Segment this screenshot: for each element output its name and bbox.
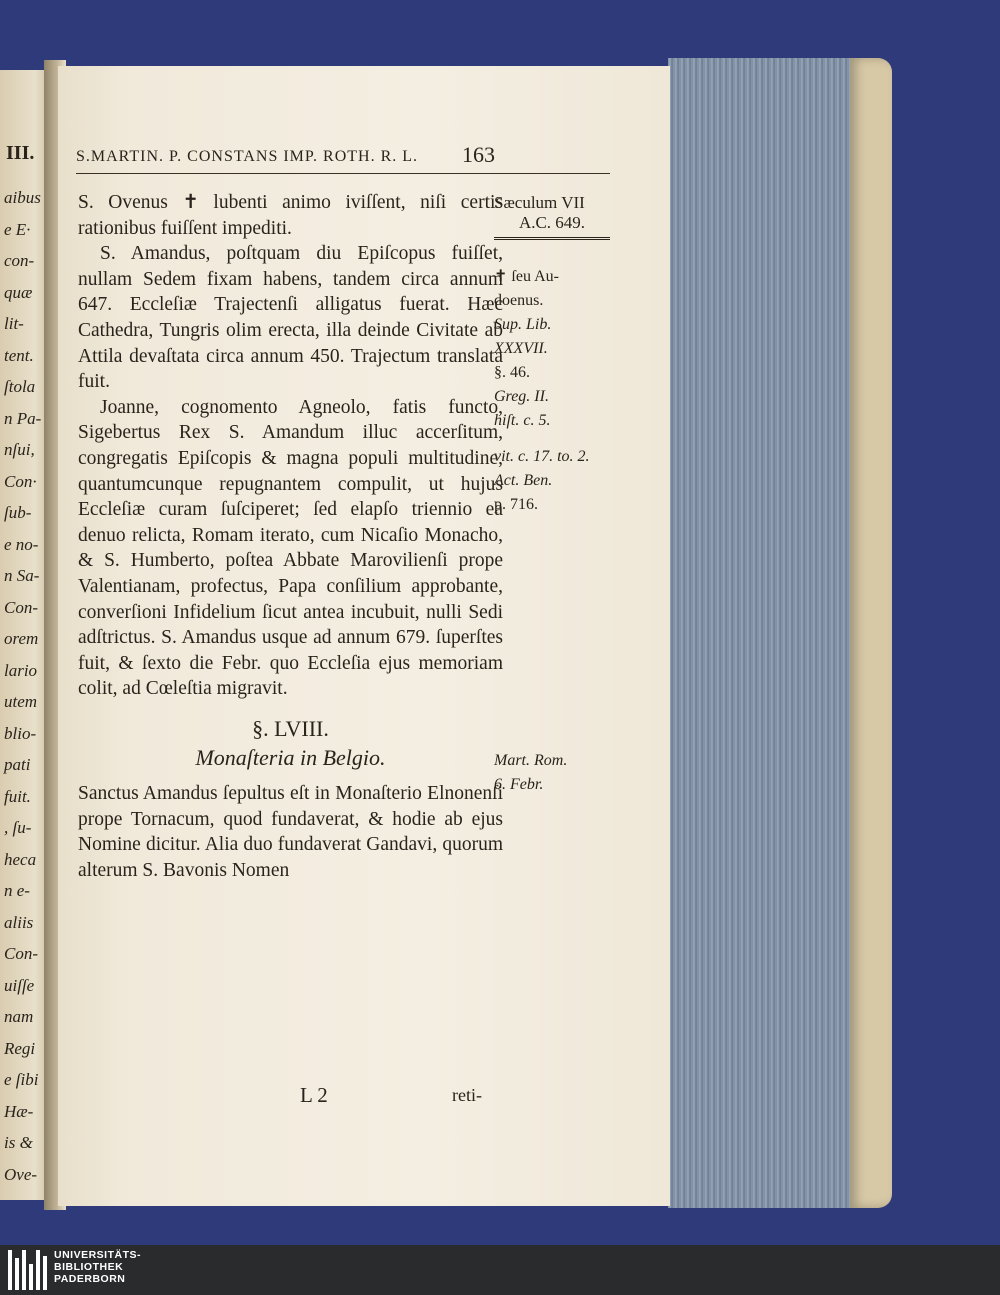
- margin-note: hiſt. c. 5.: [494, 412, 551, 429]
- left-page-fragment: Ove-: [4, 1164, 38, 1184]
- left-page-fragment: uiſſe: [4, 975, 35, 995]
- library-name-line2: BIBLIOTHEK: [54, 1261, 124, 1273]
- left-page-fragment: aliis: [4, 912, 34, 932]
- running-head: S.MARTIN. P. CONSTANS IMP. ROTH. R. L.: [76, 148, 419, 165]
- margin-note: p. 716.: [494, 496, 538, 513]
- margin-note: Mart. Rom.: [494, 752, 568, 769]
- left-page-fragment: n e-: [4, 881, 30, 900]
- margin-note: Greg. II.: [494, 388, 549, 405]
- left-page: [0, 70, 50, 1200]
- margin-note: vit. c. 17. to. 2.: [494, 448, 590, 465]
- header-rule: [76, 173, 610, 174]
- left-page-fragment: heca: [4, 849, 37, 869]
- library-name: [54, 1249, 141, 1285]
- left-page-fragment: n Pa-: [4, 408, 42, 428]
- paragraph: Joanne, cognomento Agneolo, fatis functo, Sigebertus Rex S. Amandum illuc accerſitum, congregatis Epiſcopis & magna populi multitudine, quantumcunque repugnantem compulit, ut hujus Eccleſiæ curam ſuſciperet; ſed elapſo triennio ea denuo relicta, Romam iterato, cum Nicaſio Monacho, & S. Humberto, poſtea Abbate Marovilienſi prope Valentianam, profectus, Papa conſilium approbante, converſioni Infidelium ſicut antea incubuit, nulli Sedi adſtrictus. S. Amandus usque ad annum 679. ſuperſtes fuit, & ſexto die Febr. quo Eccleſia ejus memoriam colit, ad Cœleſtia migravit.: [78, 396, 503, 700]
- left-page-fragment: lario: [4, 660, 38, 680]
- body-text: [78, 190, 503, 883]
- paragraph: S. Amandus, poſtquam diu Epiſcopus fuiſſet, nullam Sedem fixam habens, tandem circa annum 647. Eccleſiæ Trajectenſi alligatus fuerat. Hæc Cathedra, Tungris olim erecta, illa deinde Civitate ab Attila devaſtata circa annum 450. Trajectum translata fuit.: [78, 243, 503, 393]
- left-page-fragment: Con·: [4, 471, 37, 491]
- saeculum-box: [494, 193, 610, 240]
- saeculum-label: Sæculum VII: [494, 193, 585, 212]
- left-page-fragment: quæ: [4, 282, 33, 302]
- margin-note: §. 46.: [494, 364, 530, 381]
- signature-mark: L 2: [300, 1083, 328, 1107]
- margin-note: doenus.: [494, 292, 544, 309]
- left-page-fragment: e no-: [4, 534, 39, 554]
- margin-note: Sup. Lib.: [494, 316, 552, 333]
- left-page-fragment: aibus: [4, 188, 41, 207]
- left-page-fragment: nam: [4, 1007, 34, 1026]
- left-page-fragment: fuit.: [4, 786, 31, 806]
- left-page-fragment: e E·: [4, 219, 31, 239]
- left-page-fragment: n Sa-: [4, 566, 40, 585]
- library-footer: [0, 1245, 1000, 1295]
- left-page-head: III.: [6, 142, 35, 164]
- page-number: 163: [462, 142, 495, 167]
- section-number: §. LVIII.: [252, 715, 329, 741]
- left-page-fragment: is &: [4, 1133, 33, 1152]
- margin-note: ✝ ſeu Au-: [494, 268, 559, 285]
- left-page-fragment: tent.: [4, 345, 34, 365]
- margin-note: 6. Febr.: [494, 776, 544, 793]
- library-name-line3: PADERBORN: [54, 1273, 126, 1285]
- left-page-fragment: Con-: [4, 597, 38, 617]
- left-page-fragment: ſub-: [4, 503, 32, 522]
- left-page-fragment: lit-: [4, 314, 24, 333]
- margin-note: XXXVII.: [494, 340, 548, 357]
- left-page-fragment: e ſibi: [4, 1070, 39, 1089]
- left-page-fragment: orem: [4, 629, 39, 648]
- book-cover: [850, 58, 892, 1208]
- section-title: Monaſteria in Belgio.: [195, 745, 386, 771]
- paragraph: S. Ovenus ✝ lubenti animo iviſſent, niſi certis rationibus fuiſſent impediti.: [78, 192, 503, 239]
- left-page-fragment: Con-: [4, 944, 38, 963]
- left-page-fragment: Regi: [4, 1038, 36, 1058]
- catchword: reti-: [452, 1085, 482, 1105]
- left-page-fragment: pati: [4, 755, 31, 774]
- left-page-fragment: utem: [4, 692, 38, 711]
- margin-note: Act. Ben.: [494, 472, 553, 489]
- left-page-fragment: , ſu-: [4, 818, 32, 837]
- left-page-fragment: nſui,: [4, 440, 35, 459]
- left-page-fragment: con-: [4, 251, 35, 270]
- paragraph: Sanctus Amandus ſepultus eſt in Monaſterio Elnonenſi prope Tornacum, quod fundaverat, & hodie ab ejus Nomine dicitur. Alia duo fundaverat Gandavi, quorum alterum S. Bavonis Nomen: [78, 783, 503, 881]
- left-page-fragment: ſtola: [4, 377, 36, 396]
- library-logo-icon: [8, 1250, 48, 1290]
- anno-label: A.C. 649.: [518, 213, 586, 232]
- left-page-fragment: blio-: [4, 723, 37, 743]
- library-name-line1: UNIVERSITÄTS-: [54, 1249, 142, 1261]
- left-page-fragment: Hæ-: [4, 1101, 34, 1121]
